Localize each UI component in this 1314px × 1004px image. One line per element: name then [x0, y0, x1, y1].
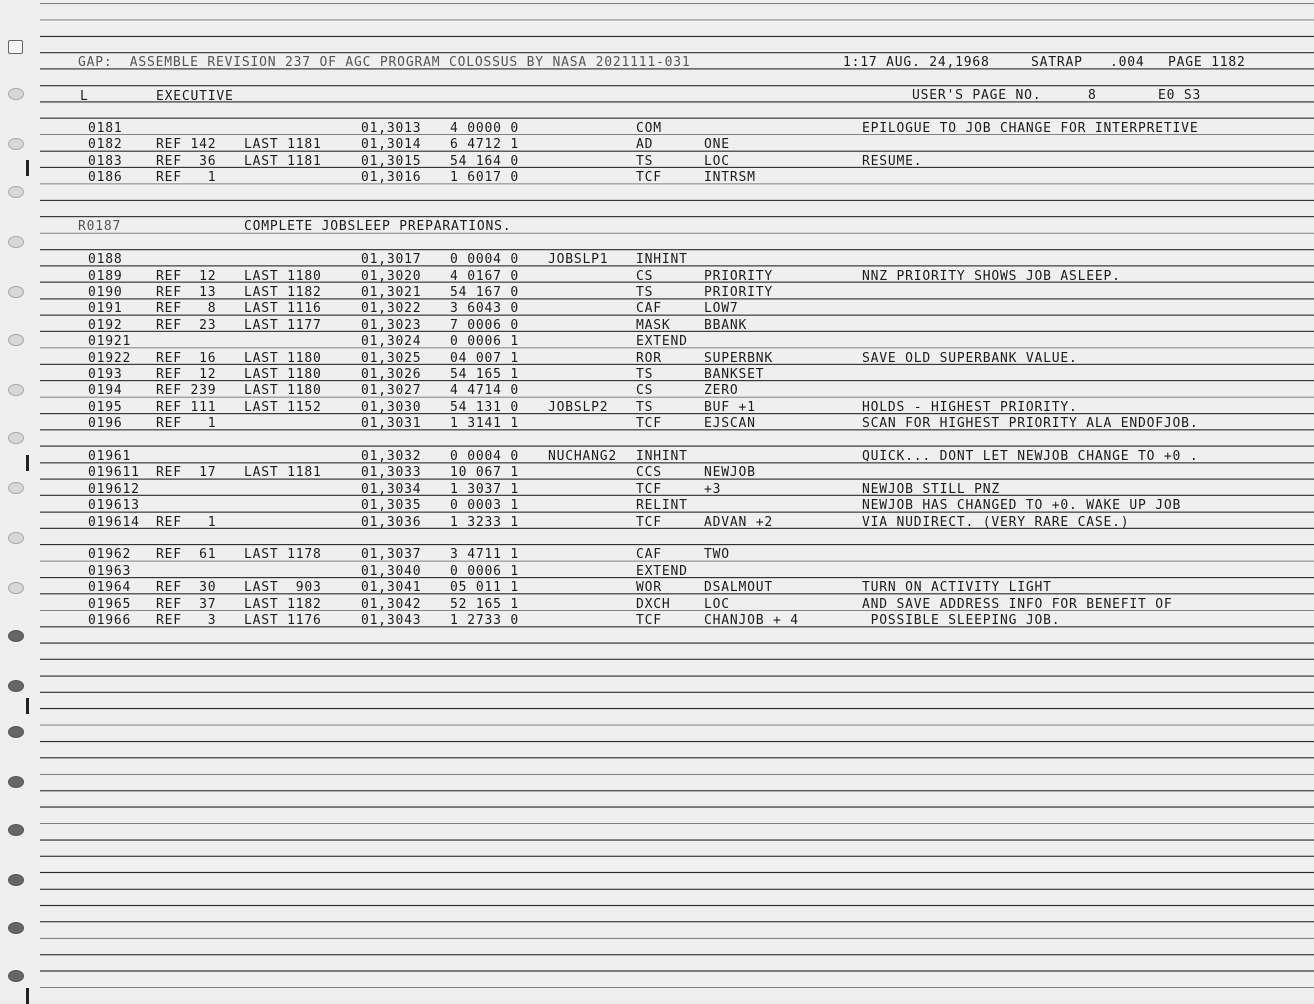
cell-operand: CHANJOB + 4 — [704, 613, 799, 628]
cell-word: 1 2733 0 — [450, 613, 520, 628]
cell-operand: DSALMOUT — [704, 580, 774, 596]
cell-operand: BUF +1 — [704, 399, 756, 415]
cell-addr: 01,3013 — [361, 121, 422, 136]
cell-ref: REF 142 — [156, 137, 217, 153]
cell-operand: LOW7 — [704, 301, 739, 317]
cell-seq: 01966 — [88, 613, 132, 628]
caption-text: COMPLETE JOBSLEEP PREPARATIONS. — [244, 219, 512, 235]
cell-op: COM — [636, 121, 662, 136]
cell-last: LAST 1181 — [244, 137, 322, 153]
margin-tick-icon — [26, 988, 29, 1004]
cell-seq: 01963 — [88, 563, 132, 579]
cell-word: 1 6017 0 — [450, 170, 520, 186]
cell-addr: 01,3030 — [361, 399, 422, 415]
cell-operand: LOC — [704, 153, 730, 169]
cell-addr: 01,3040 — [361, 563, 422, 579]
cell-op: CAF — [636, 547, 662, 563]
cell-addr: 01,3033 — [361, 465, 422, 481]
cell-seq: 019611 — [88, 465, 140, 481]
cell-ref: REF 3 — [156, 613, 217, 628]
feed-hole-icon — [8, 922, 24, 934]
cell-op: RELINT — [636, 498, 688, 514]
cell-addr: 01,3015 — [361, 153, 422, 169]
cell-seq: 0195 — [88, 399, 123, 415]
cell-addr: 01,3016 — [361, 170, 422, 186]
cell-last: LAST 1180 — [244, 268, 322, 284]
cell-comment: AND SAVE ADDRESS INFO FOR BENEFIT OF — [862, 596, 1173, 612]
cell-seq: 01961 — [88, 449, 132, 464]
cell-addr: 01,3032 — [361, 449, 422, 464]
users-page-label: USER'S PAGE NO. — [912, 88, 1042, 103]
feed-hole-icon — [8, 680, 24, 692]
cell-word: 0 0006 1 — [450, 334, 520, 350]
cell-ref: REF 13 — [156, 285, 217, 300]
cell-op: TCF — [636, 514, 662, 530]
cell-last: LAST 1116 — [244, 301, 322, 317]
cell-op: AD — [636, 137, 654, 153]
cell-word: 4 0000 0 — [450, 121, 520, 136]
cell-addr: 01,3024 — [361, 334, 422, 350]
cell-comment: RESUME. — [862, 153, 923, 169]
header-timestamp: 1:17 AUG. 24,1968 — [843, 55, 990, 70]
cell-word: 3 4711 1 — [450, 547, 520, 563]
cell-seq: 01921 — [88, 334, 132, 350]
cell-ref: REF 111 — [156, 399, 217, 415]
feed-hole-icon — [8, 874, 24, 886]
cell-operand: +3 — [704, 481, 722, 497]
cell-seq: 0193 — [88, 367, 123, 382]
cell-last: LAST 1180 — [244, 350, 322, 366]
feed-hole-icon — [8, 776, 24, 788]
cell-seq: 0186 — [88, 170, 123, 186]
cell-comment: HOLDS - HIGHEST PRIORITY. — [862, 399, 1078, 415]
cell-op: MASK — [636, 317, 671, 333]
cell-word: 04 007 1 — [450, 350, 520, 366]
cell-addr: 01,3022 — [361, 301, 422, 317]
feed-hole-icon — [8, 970, 24, 982]
cell-comment: NEWJOB HAS CHANGED TO +0. WAKE UP JOB — [862, 498, 1182, 514]
cell-comment: VIA NUDIRECT. (VERY RARE CASE.) — [862, 514, 1130, 530]
cell-word: 1 3233 1 — [450, 514, 520, 530]
cell-comment: NNZ PRIORITY SHOWS JOB ASLEEP. — [862, 268, 1121, 284]
section-letter: L — [80, 89, 89, 104]
cell-word: 1 3141 1 — [450, 416, 520, 432]
cell-operand: SUPERBNK — [704, 350, 774, 366]
cell-word: 05 011 1 — [450, 580, 520, 596]
checkbox-icon — [8, 40, 23, 54]
cell-op: INHINT — [636, 252, 688, 268]
cell-op: ROR — [636, 350, 662, 366]
cell-word: 4 4714 0 — [450, 383, 520, 399]
cell-ref: REF 30 — [156, 580, 217, 596]
cell-ref: REF 61 — [156, 547, 217, 563]
cell-comment: QUICK... DONT LET NEWJOB CHANGE TO +0 . — [862, 449, 1199, 464]
cell-op: TCF — [636, 613, 662, 628]
cell-operand: ADVAN +2 — [704, 514, 774, 530]
cell-addr: 01,3027 — [361, 383, 422, 399]
header-page: PAGE 1182 — [1168, 55, 1246, 70]
feed-hole-icon — [8, 630, 24, 642]
cell-word: 1 3037 1 — [450, 481, 520, 497]
cell-ref: REF 12 — [156, 367, 217, 382]
cell-addr: 01,3031 — [361, 416, 422, 432]
cell-ref: REF 1 — [156, 416, 217, 432]
cell-word: 7 0006 0 — [450, 317, 520, 333]
cell-seq: 01965 — [88, 596, 132, 612]
cell-word: 10 067 1 — [450, 465, 520, 481]
feed-hole-icon — [8, 384, 24, 396]
header-user: SATRAP — [1031, 55, 1083, 70]
cell-word: 54 131 0 — [450, 399, 520, 415]
cell-ref: REF 12 — [156, 268, 217, 284]
cell-comment: EPILOGUE TO JOB CHANGE FOR INTERPRETIVE — [862, 121, 1199, 136]
feed-hole-icon — [8, 582, 24, 594]
cell-seq: 0188 — [88, 252, 123, 268]
cell-last: LAST 1180 — [244, 367, 322, 382]
margin-tick-icon — [26, 698, 29, 714]
cell-last: LAST 1180 — [244, 383, 322, 399]
cell-seq: 0194 — [88, 383, 123, 399]
feed-hole-icon — [8, 824, 24, 836]
cell-addr: 01,3042 — [361, 596, 422, 612]
cell-last: LAST 1182 — [244, 596, 322, 612]
caption-seq: R0187 — [78, 219, 122, 235]
cell-word: 0 0006 1 — [450, 563, 520, 579]
cell-addr: 01,3023 — [361, 317, 422, 333]
cell-ref: REF 36 — [156, 153, 217, 169]
cell-seq: 01964 — [88, 580, 132, 596]
cell-word: 54 167 0 — [450, 285, 520, 300]
cell-last: LAST 1178 — [244, 547, 322, 563]
cell-addr: 01,3037 — [361, 547, 422, 563]
cell-operand: LOC — [704, 596, 730, 612]
cell-seq: 019612 — [88, 481, 140, 497]
cell-word: 0 0004 0 — [450, 252, 520, 268]
cell-addr: 01,3026 — [361, 367, 422, 382]
cell-op: TS — [636, 367, 654, 382]
feed-hole-icon — [8, 532, 24, 544]
cell-seq: 0181 — [88, 121, 123, 136]
feed-hole-icon — [8, 138, 24, 150]
cell-ref: REF 17 — [156, 465, 217, 481]
feed-hole-icon — [8, 236, 24, 248]
cell-op: TCF — [636, 170, 662, 186]
cell-op: CCS — [636, 465, 662, 481]
cell-operand: PRIORITY — [704, 268, 774, 284]
cell-operand: NEWJOB — [704, 465, 756, 481]
cell-comment: SAVE OLD SUPERBANK VALUE. — [862, 350, 1078, 366]
feed-hole-icon — [8, 186, 24, 198]
cell-last: LAST 1176 — [244, 613, 322, 628]
cell-operand: TWO — [704, 547, 730, 563]
cell-op: TS — [636, 285, 654, 300]
cell-operand: ONE — [704, 137, 730, 153]
cell-last: LAST 1182 — [244, 285, 322, 300]
cell-last: LAST 1152 — [244, 399, 322, 415]
feed-hole-icon — [8, 726, 24, 738]
cell-op: CAF — [636, 301, 662, 317]
cell-addr: 01,3017 — [361, 252, 422, 268]
cell-ref: REF 8 — [156, 301, 217, 317]
cell-op: TCF — [636, 416, 662, 432]
cell-op: INHINT — [636, 449, 688, 464]
cell-word: 4 0167 0 — [450, 268, 520, 284]
cell-seq: 0192 — [88, 317, 123, 333]
cell-addr: 01,3035 — [361, 498, 422, 514]
cell-word: 6 4712 1 — [450, 137, 520, 153]
header-code: E0 S3 — [1158, 88, 1202, 103]
cell-seq: 0196 — [88, 416, 123, 432]
cell-op: EXTEND — [636, 334, 688, 350]
cell-seq: 0190 — [88, 285, 123, 300]
cell-seq: 019614 — [88, 514, 140, 530]
feed-hole-icon — [8, 334, 24, 346]
cell-seq: 0189 — [88, 268, 123, 284]
cell-label: NUCHANG2 — [548, 449, 618, 464]
users-page-number: 8 — [1088, 88, 1097, 103]
cell-last: LAST 1177 — [244, 317, 322, 333]
feed-hole-icon — [8, 88, 24, 100]
cell-comment: TURN ON ACTIVITY LIGHT — [862, 580, 1052, 596]
cell-seq: 0191 — [88, 301, 123, 317]
cell-comment: SCAN FOR HIGHEST PRIORITY ALA ENDOFJOB. — [862, 416, 1199, 432]
cell-word: 52 165 1 — [450, 596, 520, 612]
cell-addr: 01,3020 — [361, 268, 422, 284]
cell-op: CS — [636, 383, 654, 399]
cell-addr: 01,3014 — [361, 137, 422, 153]
cell-addr: 01,3041 — [361, 580, 422, 596]
cell-op: EXTEND — [636, 563, 688, 579]
cell-word: 0 0003 1 — [450, 498, 520, 514]
cell-operand: BANKSET — [704, 367, 765, 382]
cell-ref: REF 239 — [156, 383, 217, 399]
cell-op: TS — [636, 153, 654, 169]
cell-op: TCF — [636, 481, 662, 497]
section-name: EXECUTIVE — [156, 89, 234, 104]
cell-operand: EJSCAN — [704, 416, 756, 432]
cell-seq: 0182 — [88, 137, 123, 153]
cell-addr: 01,3034 — [361, 481, 422, 497]
cell-ref: REF 1 — [156, 170, 217, 186]
cell-op: WOR — [636, 580, 662, 596]
cell-operand: ZERO — [704, 383, 739, 399]
cell-op: TS — [636, 399, 654, 415]
cell-addr: 01,3025 — [361, 350, 422, 366]
cell-operand: BBANK — [704, 317, 748, 333]
cell-addr: 01,3043 — [361, 613, 422, 628]
cell-ref: REF 23 — [156, 317, 217, 333]
cell-addr: 01,3036 — [361, 514, 422, 530]
cell-last: LAST 1181 — [244, 465, 322, 481]
cell-seq: 01962 — [88, 547, 132, 563]
cell-op: CS — [636, 268, 654, 284]
cell-label: JOBSLP1 — [548, 252, 609, 268]
cell-label: JOBSLP2 — [548, 399, 609, 415]
header-version: .004 — [1110, 55, 1145, 70]
cell-operand: INTRSM — [704, 170, 756, 186]
cell-operand: PRIORITY — [704, 285, 774, 300]
cell-ref: REF 1 — [156, 514, 217, 530]
cell-comment: POSSIBLE SLEEPING JOB. — [862, 613, 1061, 628]
cell-op: DXCH — [636, 596, 671, 612]
cell-ref: REF 37 — [156, 596, 217, 612]
cell-word: 54 164 0 — [450, 153, 520, 169]
feed-hole-icon — [8, 432, 24, 444]
margin-tick-icon — [26, 455, 29, 471]
header-title: GAP: ASSEMBLE REVISION 237 OF AGC PROGRAM COLOSSUS BY NASA 2021111-031 — [78, 55, 691, 70]
cell-seq: 0183 — [88, 153, 123, 169]
feed-hole-icon — [8, 286, 24, 298]
cell-last: LAST 1181 — [244, 153, 322, 169]
cell-comment: NEWJOB STILL PNZ — [862, 481, 1001, 497]
cell-seq: 01922 — [88, 350, 132, 366]
feed-hole-icon — [8, 482, 24, 494]
cell-last: LAST 903 — [244, 580, 322, 596]
cell-seq: 019613 — [88, 498, 140, 514]
cell-ref: REF 16 — [156, 350, 217, 366]
cell-word: 3 6043 0 — [450, 301, 520, 317]
margin-tick-icon — [26, 160, 29, 176]
cell-addr: 01,3021 — [361, 285, 422, 300]
cell-word: 54 165 1 — [450, 367, 520, 382]
cell-word: 0 0004 0 — [450, 449, 520, 464]
